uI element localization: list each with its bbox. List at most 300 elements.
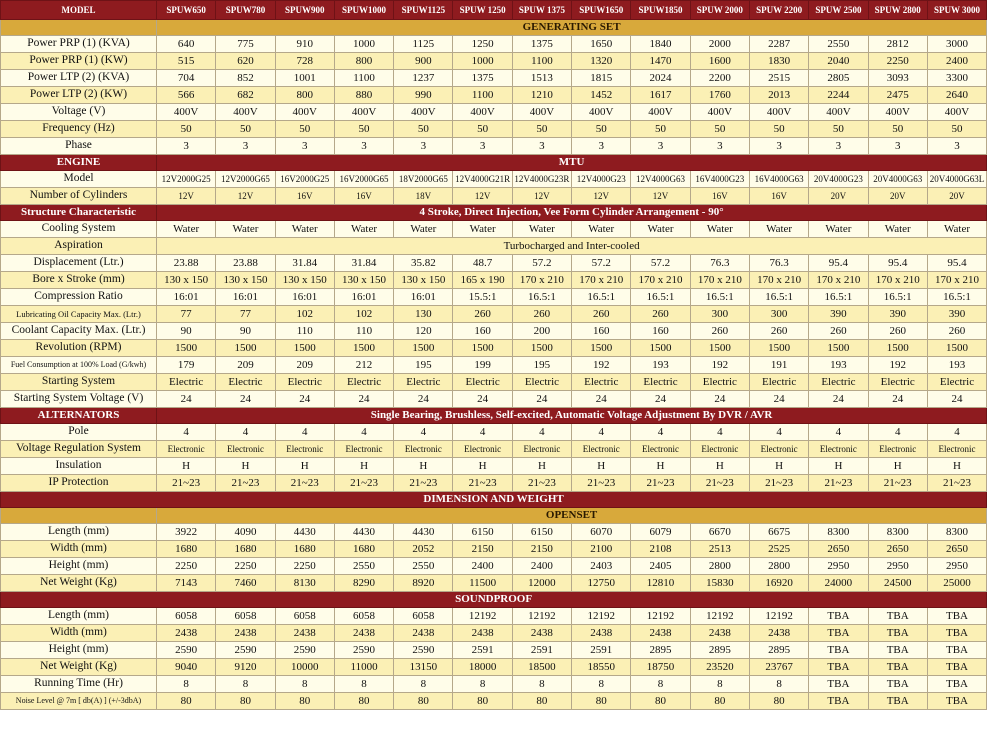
model-name: SPUW780	[216, 1, 275, 20]
section-title: DIMENSION AND WEIGHT	[1, 492, 987, 508]
cell-value: 3	[927, 138, 986, 155]
cell-value: 24	[216, 391, 275, 408]
cell-value: 12V	[572, 188, 631, 205]
cell-value: 400V	[927, 104, 986, 121]
cell-value: 880	[334, 87, 393, 104]
cell-value: 8300	[868, 524, 927, 541]
spec-row	[1, 676, 987, 693]
cell-value: 4	[334, 424, 393, 441]
section-subheader	[1, 20, 987, 36]
cell-value: 23.88	[216, 255, 275, 272]
model-name: SPUW 1250	[453, 1, 512, 20]
cell-value: Water	[572, 221, 631, 238]
cell-value: 2438	[631, 625, 690, 642]
cell-value: H	[394, 458, 453, 475]
cell-value: 1650	[572, 36, 631, 53]
cell-value: 50	[394, 121, 453, 138]
cell-value: H	[749, 458, 808, 475]
cell-value: 160	[453, 323, 512, 340]
cell-value: 16:01	[216, 289, 275, 306]
cell-value: Electronic	[394, 441, 453, 458]
cell-value: 6070	[572, 524, 631, 541]
cell-value: 24	[157, 391, 216, 408]
section-title: SOUNDPROOF	[1, 592, 987, 608]
section-title: Single Bearing, Brushless, Self-excited, Automatic Voltage Adjustment By DVR / AVR	[157, 408, 987, 424]
cell-value: 193	[809, 357, 868, 374]
cell-value: TBA	[927, 693, 986, 710]
cell-value: Electronic	[690, 441, 749, 458]
cell-value: 900	[394, 53, 453, 70]
cell-value: 170 x 210	[512, 272, 571, 289]
spec-row	[1, 323, 987, 340]
cell-value: 21~23	[275, 475, 334, 492]
cell-value: 2590	[157, 642, 216, 659]
cell-value: 191	[749, 357, 808, 374]
cell-value: 2800	[690, 558, 749, 575]
cell-value: Electronic	[453, 441, 512, 458]
cell-value: 24	[690, 391, 749, 408]
cell-value: Electric	[334, 374, 393, 391]
cell-value: 1500	[453, 340, 512, 357]
spec-row	[1, 541, 987, 558]
cell-value: 8	[572, 676, 631, 693]
cell-value: Electric	[690, 374, 749, 391]
cell-value: 21~23	[334, 475, 393, 492]
spec-row	[1, 391, 987, 408]
cell-value: 1470	[631, 53, 690, 70]
cell-value: TBA	[809, 676, 868, 693]
row-label: Displacement (Ltr.)	[1, 255, 157, 272]
cell-value: H	[631, 458, 690, 475]
cell-value: 120	[394, 323, 453, 340]
spec-row	[1, 238, 987, 255]
cell-value: 16.5:1	[631, 289, 690, 306]
cell-value: TBA	[809, 659, 868, 676]
cell-value: 2590	[394, 642, 453, 659]
cell-value: 12V4000G23	[572, 171, 631, 188]
cell-value: 18V	[394, 188, 453, 205]
spec-row	[1, 104, 987, 121]
cell-value: 3	[216, 138, 275, 155]
cell-value: 2438	[512, 625, 571, 642]
cell-value: 2550	[394, 558, 453, 575]
cell-value: 1210	[512, 87, 571, 104]
cell-value: 260	[572, 306, 631, 323]
cell-value: 1000	[453, 53, 512, 70]
cell-value: 8920	[394, 575, 453, 592]
row-label: Revolution (RPM)	[1, 340, 157, 357]
cell-value: 6058	[334, 608, 393, 625]
cell-value: 57.2	[572, 255, 631, 272]
cell-value: 400V	[275, 104, 334, 121]
cell-value: Water	[690, 221, 749, 238]
cell-value: 1100	[512, 53, 571, 70]
cell-value: 130 x 150	[275, 272, 334, 289]
section-label: ALTERNATORS	[1, 408, 157, 424]
cell-value: 12V4000G63	[631, 171, 690, 188]
cell-value: 12000	[512, 575, 571, 592]
cell-value: 2513	[690, 541, 749, 558]
cell-value: 6675	[749, 524, 808, 541]
section-spacer	[1, 508, 157, 524]
cell-value: 566	[157, 87, 216, 104]
cell-value: 21~23	[809, 475, 868, 492]
spec-row	[1, 340, 987, 357]
cell-value: 4430	[334, 524, 393, 541]
cell-value: Electric	[275, 374, 334, 391]
cell-value: 728	[275, 53, 334, 70]
cell-value: 16:01	[394, 289, 453, 306]
spec-row	[1, 188, 987, 205]
cell-value: 1500	[157, 340, 216, 357]
cell-value: 400V	[809, 104, 868, 121]
cell-value: 170 x 210	[749, 272, 808, 289]
cell-value: 16.5:1	[809, 289, 868, 306]
cell-value: H	[334, 458, 393, 475]
cell-value: 1500	[572, 340, 631, 357]
cell-value: 23.88	[157, 255, 216, 272]
cell-value: 1500	[809, 340, 868, 357]
cell-value: 2287	[749, 36, 808, 53]
cell-value: 1001	[275, 70, 334, 87]
cell-value: TBA	[927, 659, 986, 676]
cell-value: 130 x 150	[216, 272, 275, 289]
spec-table-body	[1, 1, 987, 710]
cell-value: 80	[749, 693, 808, 710]
cell-value: 50	[572, 121, 631, 138]
cell-value: 16V2000G25	[275, 171, 334, 188]
cell-value: 12V	[453, 188, 512, 205]
model-name: SPUW 1375	[512, 1, 571, 20]
cell-value: 24	[572, 391, 631, 408]
model-name: SPUW900	[275, 1, 334, 20]
cell-value: Water	[453, 221, 512, 238]
cell-value: 35.82	[394, 255, 453, 272]
cell-value: 8300	[809, 524, 868, 541]
cell-value: 80	[216, 693, 275, 710]
cell-value: 3	[394, 138, 453, 155]
cell-value: 200	[512, 323, 571, 340]
cell-value: 400V	[157, 104, 216, 121]
cell-value: Electric	[216, 374, 275, 391]
model-name: SPUW 2000	[690, 1, 749, 20]
section-label: ENGINE	[1, 155, 157, 171]
cell-value: Electric	[572, 374, 631, 391]
cell-value: 16.5:1	[572, 289, 631, 306]
spec-row	[1, 642, 987, 659]
cell-value: 4090	[216, 524, 275, 541]
cell-value: 910	[275, 36, 334, 53]
cell-value: 682	[216, 87, 275, 104]
cell-value: Electronic	[927, 441, 986, 458]
cell-value: Water	[216, 221, 275, 238]
cell-value: Electronic	[275, 441, 334, 458]
cell-value: 2150	[453, 541, 512, 558]
spec-row	[1, 171, 987, 188]
cell-value: 1500	[690, 340, 749, 357]
cell-value: 31.84	[275, 255, 334, 272]
cell-value: 400V	[572, 104, 631, 121]
row-label: Lubricating Oil Capacity Max. (Ltr.)	[1, 306, 157, 323]
cell-value: 2525	[749, 541, 808, 558]
cell-value: Electric	[809, 374, 868, 391]
spec-row	[1, 458, 987, 475]
section-title: GENERATING SET	[157, 20, 987, 36]
row-label: Noise Level @ 7m [ db(A) ] (+/-3dbA)	[1, 693, 157, 710]
cell-value: 16V	[275, 188, 334, 205]
cell-value: 18000	[453, 659, 512, 676]
cell-value: 25000	[927, 575, 986, 592]
cell-value: 2250	[157, 558, 216, 575]
cell-value: 18750	[631, 659, 690, 676]
row-label: Aspiration	[1, 238, 157, 255]
cell-value: 1500	[512, 340, 571, 357]
cell-value: 2591	[572, 642, 631, 659]
cell-value: 160	[631, 323, 690, 340]
cell-value: Water	[512, 221, 571, 238]
cell-value: 1500	[275, 340, 334, 357]
cell-value: 102	[275, 306, 334, 323]
cell-value: 260	[809, 323, 868, 340]
cell-value: 16920	[749, 575, 808, 592]
cell-value: 24500	[868, 575, 927, 592]
cell-value: 195	[512, 357, 571, 374]
cell-value: 2400	[927, 53, 986, 70]
row-label: Pole	[1, 424, 157, 441]
cell-value: 16.5:1	[749, 289, 808, 306]
cell-value: 2591	[453, 642, 512, 659]
cell-value: 16V4000G23	[690, 171, 749, 188]
cell-value: 800	[334, 53, 393, 70]
cell-value: Water	[927, 221, 986, 238]
cell-value: 21~23	[690, 475, 749, 492]
cell-value: 1375	[453, 70, 512, 87]
cell-value: 2438	[749, 625, 808, 642]
cell-value: Electronic	[334, 441, 393, 458]
cell-value: 1237	[394, 70, 453, 87]
cell-value: 20V	[927, 188, 986, 205]
cell-value: TBA	[809, 642, 868, 659]
spec-row	[1, 575, 987, 592]
cell-value: 2438	[275, 625, 334, 642]
cell-value: 2895	[690, 642, 749, 659]
cell-value: 165 x 190	[453, 272, 512, 289]
cell-value: 7460	[216, 575, 275, 592]
section-title: MTU	[157, 155, 987, 171]
cell-value: 50	[157, 121, 216, 138]
cell-value: Electronic	[572, 441, 631, 458]
cell-value: Electric	[868, 374, 927, 391]
cell-value: 8	[275, 676, 334, 693]
model-name: SPUW1000	[334, 1, 393, 20]
cell-value: 50	[631, 121, 690, 138]
cell-value: 110	[334, 323, 393, 340]
cell-value: 400V	[334, 104, 393, 121]
row-label: Number of Cylinders	[1, 188, 157, 205]
cell-value: 4430	[275, 524, 334, 541]
cell-value: 50	[868, 121, 927, 138]
cell-value: 50	[749, 121, 808, 138]
cell-value: 13150	[394, 659, 453, 676]
spec-row	[1, 53, 987, 70]
row-label: Coolant Capacity Max. (Ltr.)	[1, 323, 157, 340]
cell-value: 2250	[275, 558, 334, 575]
spec-row	[1, 221, 987, 238]
spec-row	[1, 306, 987, 323]
cell-value: 704	[157, 70, 216, 87]
cell-value: TBA	[809, 693, 868, 710]
cell-value: 300	[749, 306, 808, 323]
cell-value: 260	[690, 323, 749, 340]
cell-value: 4	[631, 424, 690, 441]
cell-value: 2550	[334, 558, 393, 575]
row-label: Net Weight (Kg)	[1, 575, 157, 592]
cell-value: 170 x 210	[927, 272, 986, 289]
cell-value: Water	[394, 221, 453, 238]
cell-value: 130 x 150	[157, 272, 216, 289]
cell-value: 16.5:1	[690, 289, 749, 306]
cell-value: TBA	[868, 608, 927, 625]
cell-value: 8	[157, 676, 216, 693]
cell-value: 80	[334, 693, 393, 710]
section-title: 4 Stroke, Direct Injection, Vee Form Cylinder Arrangement - 90°	[157, 205, 987, 221]
cell-value: 2438	[453, 625, 512, 642]
row-label: Voltage (V)	[1, 104, 157, 121]
cell-value: 8	[216, 676, 275, 693]
cell-value: 193	[927, 357, 986, 374]
row-label: Fuel Consumption at 100% Load (G/kwh)	[1, 357, 157, 374]
cell-value: 2475	[868, 87, 927, 104]
cell-value: 1100	[453, 87, 512, 104]
cell-value: 2405	[631, 558, 690, 575]
row-label: Power PRP (1) (KW)	[1, 53, 157, 70]
cell-value: 77	[216, 306, 275, 323]
cell-value: TBA	[927, 642, 986, 659]
cell-value: 3093	[868, 70, 927, 87]
cell-value: Electric	[453, 374, 512, 391]
cell-value: 2640	[927, 87, 986, 104]
row-label: Frequency (Hz)	[1, 121, 157, 138]
cell-value: 50	[690, 121, 749, 138]
cell-value: 8300	[927, 524, 986, 541]
cell-value: 95.4	[868, 255, 927, 272]
cell-value: H	[157, 458, 216, 475]
cell-value: 24	[512, 391, 571, 408]
cell-value: 2515	[749, 70, 808, 87]
cell-value: 80	[512, 693, 571, 710]
cell-value: 4	[809, 424, 868, 441]
cell-value: 6079	[631, 524, 690, 541]
cell-value: 170 x 210	[868, 272, 927, 289]
cell-value: 8	[453, 676, 512, 693]
cell-value: 1840	[631, 36, 690, 53]
spec-row	[1, 121, 987, 138]
cell-value: 4	[690, 424, 749, 441]
cell-value: 21~23	[631, 475, 690, 492]
cell-value: 2438	[690, 625, 749, 642]
spec-row	[1, 272, 987, 289]
row-label: Length (mm)	[1, 608, 157, 625]
cell-value: 12V	[631, 188, 690, 205]
cell-value: 400V	[631, 104, 690, 121]
cell-value: 260	[631, 306, 690, 323]
cell-value: 21~23	[453, 475, 512, 492]
cell-value: Water	[275, 221, 334, 238]
cell-value: 50	[927, 121, 986, 138]
cell-value: 195	[394, 357, 453, 374]
cell-value: 24	[334, 391, 393, 408]
section-band	[1, 492, 987, 508]
cell-value: 20V	[809, 188, 868, 205]
cell-value: 12810	[631, 575, 690, 592]
cell-value: 170 x 210	[572, 272, 631, 289]
cell-value: 16.5:1	[868, 289, 927, 306]
cell-value: 2438	[157, 625, 216, 642]
cell-value: 80	[453, 693, 512, 710]
cell-value: 12750	[572, 575, 631, 592]
cell-value: 2400	[512, 558, 571, 575]
cell-value: 400V	[512, 104, 571, 121]
cell-value: 50	[216, 121, 275, 138]
cell-value: 50	[512, 121, 571, 138]
cell-value: 3922	[157, 524, 216, 541]
cell-value: Electronic	[749, 441, 808, 458]
spec-row	[1, 524, 987, 541]
row-label: Cooling System	[1, 221, 157, 238]
cell-value: 2438	[216, 625, 275, 642]
cell-value: 20V4000G63L	[927, 171, 986, 188]
cell-value: H	[690, 458, 749, 475]
cell-value: H	[216, 458, 275, 475]
spec-row	[1, 625, 987, 642]
cell-value: 2590	[216, 642, 275, 659]
cell-value: 50	[809, 121, 868, 138]
cell-value: H	[512, 458, 571, 475]
cell-value: 515	[157, 53, 216, 70]
cell-value: 21~23	[927, 475, 986, 492]
cell-value: Water	[631, 221, 690, 238]
cell-value: TBA	[868, 693, 927, 710]
row-label: Power LTP (2) (KW)	[1, 87, 157, 104]
cell-value: Electric	[749, 374, 808, 391]
cell-value: Water	[157, 221, 216, 238]
model-name: SPUW 3000	[927, 1, 986, 20]
cell-value: 24	[809, 391, 868, 408]
cell-value: 16V	[334, 188, 393, 205]
cell-value: Electronic	[631, 441, 690, 458]
cell-value: 12192	[572, 608, 631, 625]
model-name: SPUW1850	[631, 1, 690, 20]
cell-value: 8	[631, 676, 690, 693]
cell-value: 1680	[334, 541, 393, 558]
cell-value: 76.3	[690, 255, 749, 272]
spec-row	[1, 441, 987, 458]
model-name: SPUW 2500	[809, 1, 868, 20]
cell-value: 2805	[809, 70, 868, 87]
cell-value: 4	[868, 424, 927, 441]
cell-value: 1680	[275, 541, 334, 558]
spec-row	[1, 475, 987, 492]
cell-value: 12192	[453, 608, 512, 625]
spec-row	[1, 36, 987, 53]
cell-value: 8	[394, 676, 453, 693]
cell-value: 3	[334, 138, 393, 155]
cell-value: 209	[275, 357, 334, 374]
cell-value: 1680	[157, 541, 216, 558]
cell-value: 21~23	[512, 475, 571, 492]
cell-value: 24	[394, 391, 453, 408]
cell-value: Electronic	[809, 441, 868, 458]
